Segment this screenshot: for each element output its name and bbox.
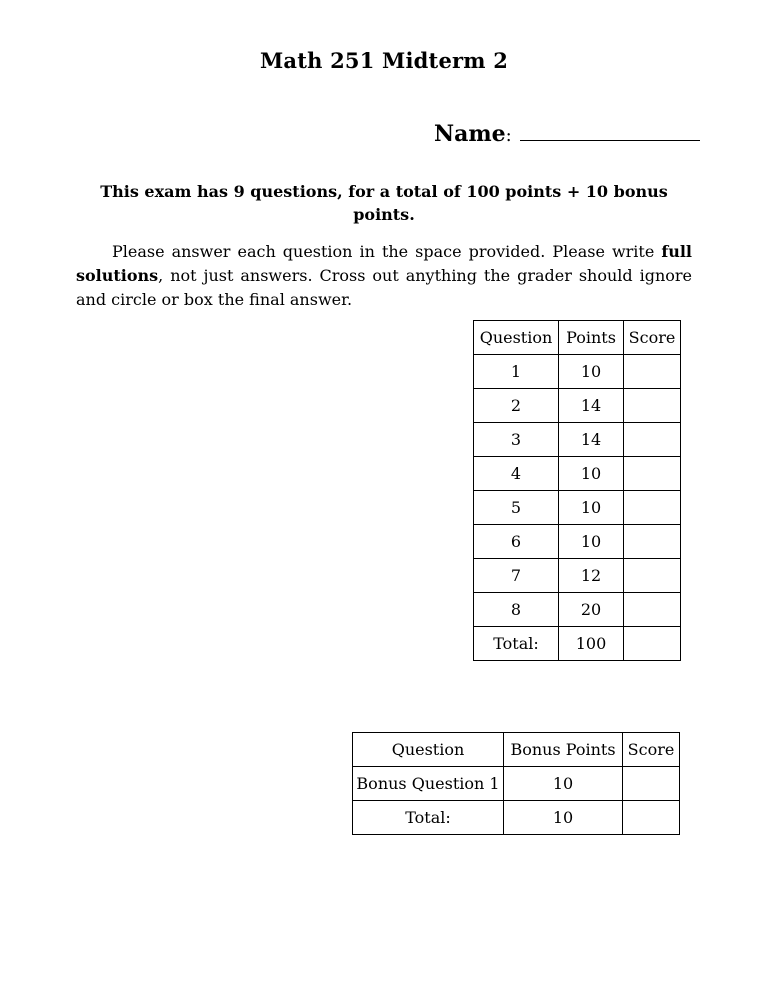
question-cell: 8: [474, 593, 559, 627]
bonus-table-header: [353, 733, 680, 767]
instructions: [76, 240, 692, 312]
points-cell: 10: [559, 457, 624, 491]
table-row: [353, 767, 680, 801]
bonus-score-cell[interactable]: [623, 767, 680, 801]
total-score-cell[interactable]: [624, 627, 681, 661]
score-cell[interactable]: [624, 355, 681, 389]
score-cell[interactable]: [624, 423, 681, 457]
name-field[interactable]: [520, 118, 700, 141]
question-cell: 3: [474, 423, 559, 457]
instructions-text-2: , not just answers. Cross out anything the grader should ignore and circle or box the final answer.: [76, 266, 692, 309]
name-field-row: [434, 118, 700, 147]
points-table: [473, 320, 681, 661]
total-row: [474, 627, 681, 661]
question-cell: 5: [474, 491, 559, 525]
bonus-total-label: Total:: [353, 801, 504, 835]
table-row: [474, 491, 681, 525]
total-points: 100: [559, 627, 624, 661]
question-cell: 1: [474, 355, 559, 389]
points-cell: 14: [559, 389, 624, 423]
bonus-header-points: Bonus Points: [504, 733, 623, 767]
table-row: [474, 389, 681, 423]
points-cell: 12: [559, 559, 624, 593]
bonus-total-row: [353, 801, 680, 835]
table-row: [474, 525, 681, 559]
table-row: [474, 593, 681, 627]
bonus-header-question: Question: [353, 733, 504, 767]
points-table-header: [474, 321, 681, 355]
name-colon: :: [505, 125, 512, 146]
header-score: Score: [624, 321, 681, 355]
score-cell[interactable]: [624, 525, 681, 559]
total-label: Total:: [474, 627, 559, 661]
question-cell: 2: [474, 389, 559, 423]
header-question: Question: [474, 321, 559, 355]
bonus-question-cell: Bonus Question 1: [353, 767, 504, 801]
exam-summary: This exam has 9 questions, for a total of 100 points + 10 bonus points.: [100, 182, 668, 224]
bonus-total-score-cell[interactable]: [623, 801, 680, 835]
header-points: Points: [559, 321, 624, 355]
table-row: [474, 423, 681, 457]
score-cell[interactable]: [624, 389, 681, 423]
points-cell: 10: [559, 525, 624, 559]
page-title: Math 251 Midterm 2: [259, 48, 509, 73]
bonus-header-score: Score: [623, 733, 680, 767]
name-label: Name: [434, 121, 506, 147]
points-cell: 10: [559, 355, 624, 389]
bonus-points-cell: 10: [504, 767, 623, 801]
question-cell: 4: [474, 457, 559, 491]
instructions-text-1: Please answer each question in the space provided. Please write: [112, 242, 662, 261]
table-row: [474, 355, 681, 389]
table-row: [474, 457, 681, 491]
question-cell: 6: [474, 525, 559, 559]
bonus-total-points: 10: [504, 801, 623, 835]
instructions-bold: full solutions: [76, 242, 692, 285]
score-cell[interactable]: [624, 457, 681, 491]
bonus-table: [352, 732, 680, 835]
points-cell: 14: [559, 423, 624, 457]
points-cell: 10: [559, 491, 624, 525]
question-cell: 7: [474, 559, 559, 593]
table-row: [474, 559, 681, 593]
score-cell[interactable]: [624, 559, 681, 593]
score-cell[interactable]: [624, 593, 681, 627]
score-cell[interactable]: [624, 491, 681, 525]
points-cell: 20: [559, 593, 624, 627]
